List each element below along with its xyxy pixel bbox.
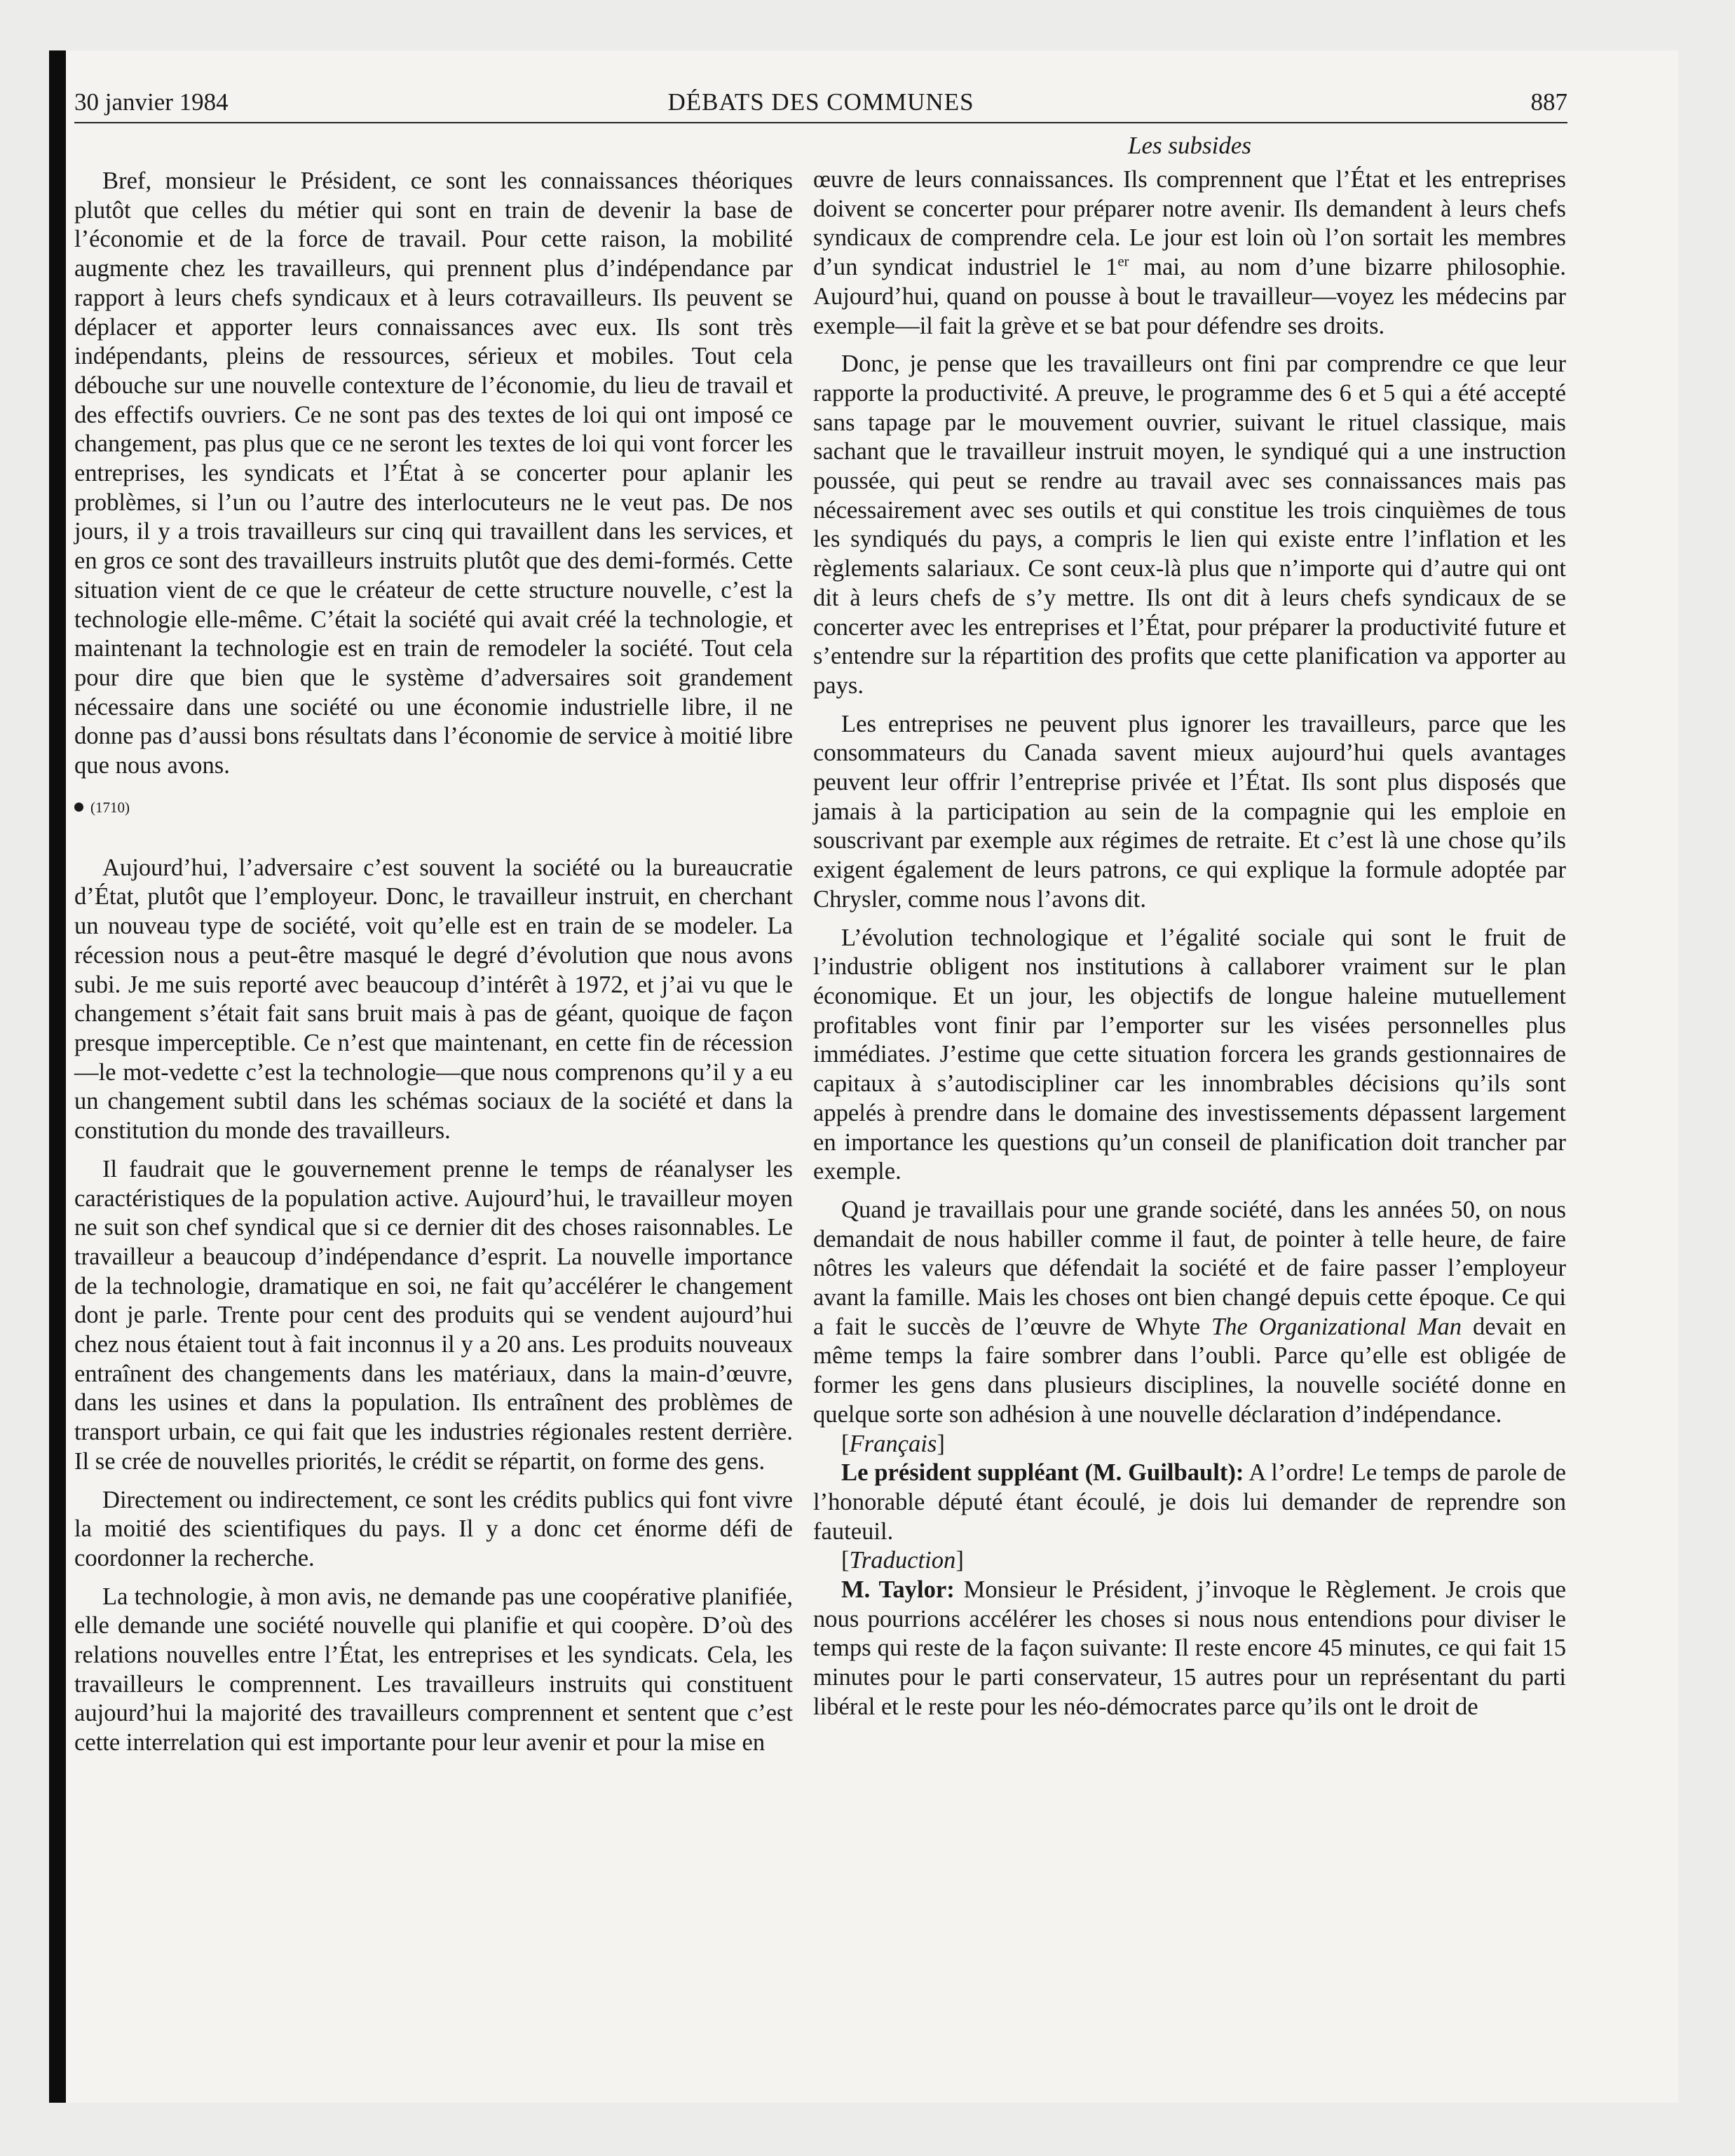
ordinal-superscript: er bbox=[1117, 254, 1129, 270]
speech: Le président suppléant (M. Guilbault): A l’ordre! Le temps de parole de l’honorable député étant écoulé, je dois lui demander de reprendre son fauteuil. bbox=[813, 1459, 1566, 1545]
speech: M. Taylor: Monsieur le Président, j’invoque le Règlement. Je crois que nous pourrions accélérer les choses si nous nous entendions pour diviser le temps qui reste de la façon suivante: Il reste encore 45 minutes, ce qui fait 15 minutes pour le parti conservateur, 15 autres pour un représentant du parti libéral et le reste pour les néo-démocrates parce qu’ils ont le droit de bbox=[813, 1576, 1566, 1720]
bullet-icon bbox=[74, 803, 83, 812]
right-column bbox=[813, 165, 1566, 1722]
paragraph: œuvre de leurs connaissances. Ils comprennent que l’État et les entreprises doivent se concerter pour préparer notre avenir. Ils demandent à leurs chefs syndicaux de comprendre cela. Le jour est loin où l’on sortait les membres d’un syndicat industriel le 1er mai, au nom d’une bizarre philosophie. Aujourd’hui, quand on pousse à bout le travailleur—voyez les médecins par exemple—il fait la grève et se bat pour défendre ses droits. bbox=[813, 166, 1566, 339]
paragraph: Il faudrait que le gouvernement prenne le temps de réanalyser les caractéristiques de la population active. Aujourd’hui, le travailleur moyen ne suit son chef syndical que si ce dernier dit des choses raisonnables. Le travailleur a beaucoup d’indépendance d’esprit. La nouvelle importance de la technologie, dramatique en soi, ne fait qu’accélérer le changement dont je parle. Trente pour cent des produits qui se vendent aujourd’hui chez nous étaient tout à fait inconnus il y a 20 ans. Les produits nouveaux entraînent des changements dans les matériaux, dans la main-d’œuvre, dans les usines et dans la population. Ils entraînent des problèmes de transport urbain, ce qui fait que les industries régionales restent derrière. Il se crée de nouvelles priorités, le crédit se répartit, on forme des gens. bbox=[74, 1155, 793, 1475]
language-note: [Traduction] bbox=[841, 1547, 964, 1574]
left-column bbox=[74, 167, 793, 1758]
header-title: DÉBATS DES COMMUNES bbox=[667, 88, 974, 116]
paragraph: Directement ou indirectement, ce sont les crédits publics qui font vivre la moitié des scientifiques du pays. Il y a donc cet énorme défi de coordonner la recherche. bbox=[74, 1486, 793, 1571]
time-marker-text: (1710) bbox=[90, 798, 130, 816]
paragraph: Donc, je pense que les travailleurs ont fini par comprendre ce que leur rapporte la productivité. A preuve, le programme des 6 et 5 qui a été accepté sans tapage par le mouvement ouvrier, suivant le rituel classique, mais sachant que le travailleur instruit moyen, le syndiqué qui a une instruction poussée, qui peut se rendre au travail avec ses connaissances mais pas nécessairement avec ses outils et qui constitue les trois cinquièmes de tous les syndiqués du pays, a compris le lien qui existe entre l’inflation et les règlements salariaux. Ce sont ceux-là plus que n’importe qui d’autre qui ont dit à leurs chefs de s’y mettre. Ils ont dit à leurs chefs syndicaux de se concerter avec les entreprises et l’État, pour préparer la productivité future et s’entendre sur la répartition des profits que cette planification va apporter au pays. bbox=[813, 350, 1566, 699]
page-header bbox=[74, 88, 1567, 123]
scan-edge bbox=[49, 50, 66, 2103]
speaker-name: Le président suppléant (M. Guilbault): bbox=[841, 1459, 1244, 1487]
page-number: 887 bbox=[1530, 88, 1567, 116]
paragraph: Bref, monsieur le Président, ce sont les connaissances théoriques plutôt que celles du métier qui sont en train de devenir la base de l’économie et de la force de travail. Pour cette raison, la mobilité augmente chez les travailleurs, qui prennent plus d’indépendance par rapport à leurs chefs syndicaux et à leurs cotravailleurs. Ils peuvent se déplacer et apporter leurs connaissances avec eux. Ils sont très indépendants, pleins de ressources, sérieux et mobiles. Tout cela débouche sur une nouvelle contexture de l’économie, du lieu de travail et des effectifs ouvriers. Ce ne sont pas des textes de loi qui ont imposé ce changement, pas plus que ce ne seront les textes de loi qui vont forcer les entreprises, les syndicats et l’État à se concerter pour aplanir les problèmes, si l’un ou l’autre des interlocuteurs ne le veut pas. De nos jours, il y a trois travailleurs sur cinq qui travaillent dans les services, et en gros ce sont des travailleurs instruits plutôt que des demi-formés. Cette situation vient de ce que le créateur de cette structure nouvelle, c’est la technologie elle-même. C’était la société qui avait créé la technologie, et maintenant la technologie est en train de remodeler la société. Tout cela pour dire que bien que le système d’adversaires soit grandement nécessaire dans une société ou une économie industrielle libre, il ne donne pas d’aussi bons résultats dans l’économie de service à moitié libre que nous avons. bbox=[74, 168, 793, 779]
paragraph: Quand je travaillais pour une grande société, dans les années 50, on nous demandait de nous habiller comme il faut, de pointer à telle heure, de faire nôtres les valeurs que défendait la société et de faire passer l’employeur avant la famille. Mais les choses ont bien changé depuis cette époque. Ce qui a fait le succès de l’œuvre de Whyte The Organizational Man devait en même temps la faire sombrer dans l’oubli. Parce qu’elle est obligée de former les gens dans plusieurs disciplines, la nouvelle société donne en quelque sorte son adhésion à une nouvelle déclaration d’indépendance. bbox=[813, 1196, 1566, 1428]
book-title: The Organizational Man bbox=[1211, 1313, 1462, 1340]
section-title: Les subsides bbox=[1128, 132, 1251, 159]
paragraph: Aujourd’hui, l’adversaire c’est souvent la société ou la bureaucratie d’État, plutôt que l’employeur. Donc, le travailleur instruit, en cherchant un nouveau type de société, voit qu’elle est en train de se modeler. La récession nous a peut-être masqué le degré d’évolution que nous avons subi. Je me suis reporté avec beaucoup d’intérêt à 1972, et j’ai vu que le changement s’était fait sans bruit mais à pas de géant, quoique de façon presque imperceptible. Ce n’est que maintenant, en cette fin de récession—le mot-vedette c’est la technologie—que nous comprenons qu’il y a eu un changement subtil dans les schémas sociaux de la société et dans la constitution du monde des travailleurs. bbox=[74, 854, 793, 1145]
language-note: [Français] bbox=[841, 1430, 945, 1457]
speaker-name: M. Taylor: bbox=[841, 1576, 955, 1604]
time-marker bbox=[74, 796, 793, 819]
paragraph: La technologie, à mon avis, ne demande pas une coopérative planifiée, elle demande une société nouvelle qui planifie et qui coopère. D’où des relations nouvelles entre l’État, les entreprises et les syndicats. Cela, les travailleurs le comprennent. Les travailleurs instruits qui constituent aujourd’hui la majorité des travailleurs comprennent et sentent que c’est cette interrelation qui est importante pour leur avenir et pour la mise en bbox=[74, 1583, 793, 1756]
header-date: 30 janvier 1984 bbox=[74, 88, 229, 116]
paragraph: L’évolution technologique et l’égalité sociale qui sont le fruit de l’industrie obligent nos institutions à callaborer vraiment sur le plan économique. Et un jour, les objectifs de longue haleine mutuellement profitables vont finir par l’emporter sur les visées personnelles plus immédiates. J’estime que cette situation forcera les grands gestionnaires de capitaux à s’autodiscipliner car les innombrables décisions qu’ils sont appelés à prendre dans le domaine des investissements dépassent largement en importance les questions qu’un conseil de planification doit trancher par exemple. bbox=[813, 924, 1566, 1185]
paragraph: Les entreprises ne peuvent plus ignorer les travailleurs, parce que les consommateurs du Canada savent mieux aujourd’hui quels avantages peuvent leur offrir l’entreprise privée et l’État. Ils sont plus disposés que jamais à la participation au sein de la compagnie qui les emploie en souscrivant par exemple aux régimes de retraite. Et c’est là une chose qu’ils exigent également de leurs patrons, ce qui explique la formule adoptée par Chrysler, comme nous l’avons dit. bbox=[813, 710, 1566, 913]
